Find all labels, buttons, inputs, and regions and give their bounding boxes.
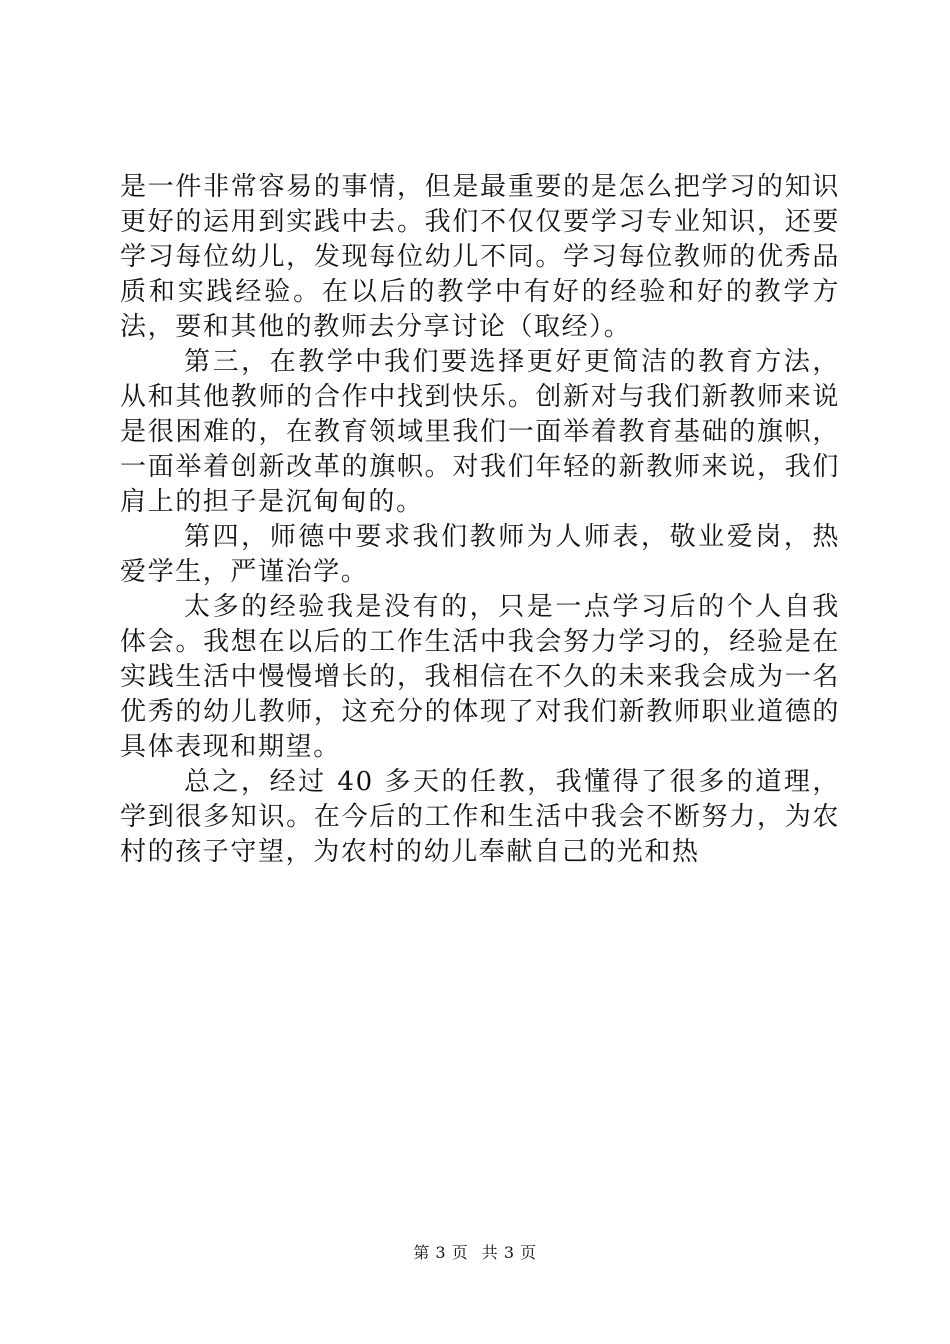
page-number: 第 3 页	[413, 1243, 469, 1262]
page-total: 共 3 页	[481, 1243, 537, 1262]
paragraph-point-three: 第三，在教学中我们要选择更好更简洁的教育方法，从和其他教师的合作中找到快乐。创新对与我们新教师来说是很困难的，在教育领域里我们一面举着教育基础的旗帜，一面举着创新改革的旗帜。对我们年轻的新教师来说，我们肩上的担子是沉甸甸的。	[120, 347, 840, 517]
paragraph-conclusion: 总之，经过 40 多天的任教，我懂得了很多的道理，学到很多知识。在今后的工作和生活中我会不断努力，为农村的孩子守望，为农村的幼儿奉献自己的光和热	[120, 767, 840, 867]
page-footer	[0, 1243, 950, 1263]
paragraph-point-four: 第四，师德中要求我们教师为人师表，敬业爱岗，热爱学生，严谨治学。	[120, 522, 840, 587]
paragraph-continuation: 是一件非常容易的事情，但是最重要的是怎么把学习的知识更好的运用到实践中去。我们不仅仅要学习专业知识，还要学习每位幼儿，发现每位幼儿不同。学习每位教师的优秀品质和实践经验。在以后的教学中有好的经验和好的教学方法，要和其他的教师去分享讨论（取经）。	[120, 172, 840, 342]
paragraph-experience: 太多的经验我是没有的，只是一点学习后的个人自我体会。我想在以后的工作生活中我会努力学习的，经验是在实践生活中慢慢增长的，我相信在不久的未来我会成为一名优秀的幼儿教师，这充分的体现了对我们新教师职业道德的具体表现和期望。	[120, 592, 840, 762]
document-body	[120, 170, 840, 870]
